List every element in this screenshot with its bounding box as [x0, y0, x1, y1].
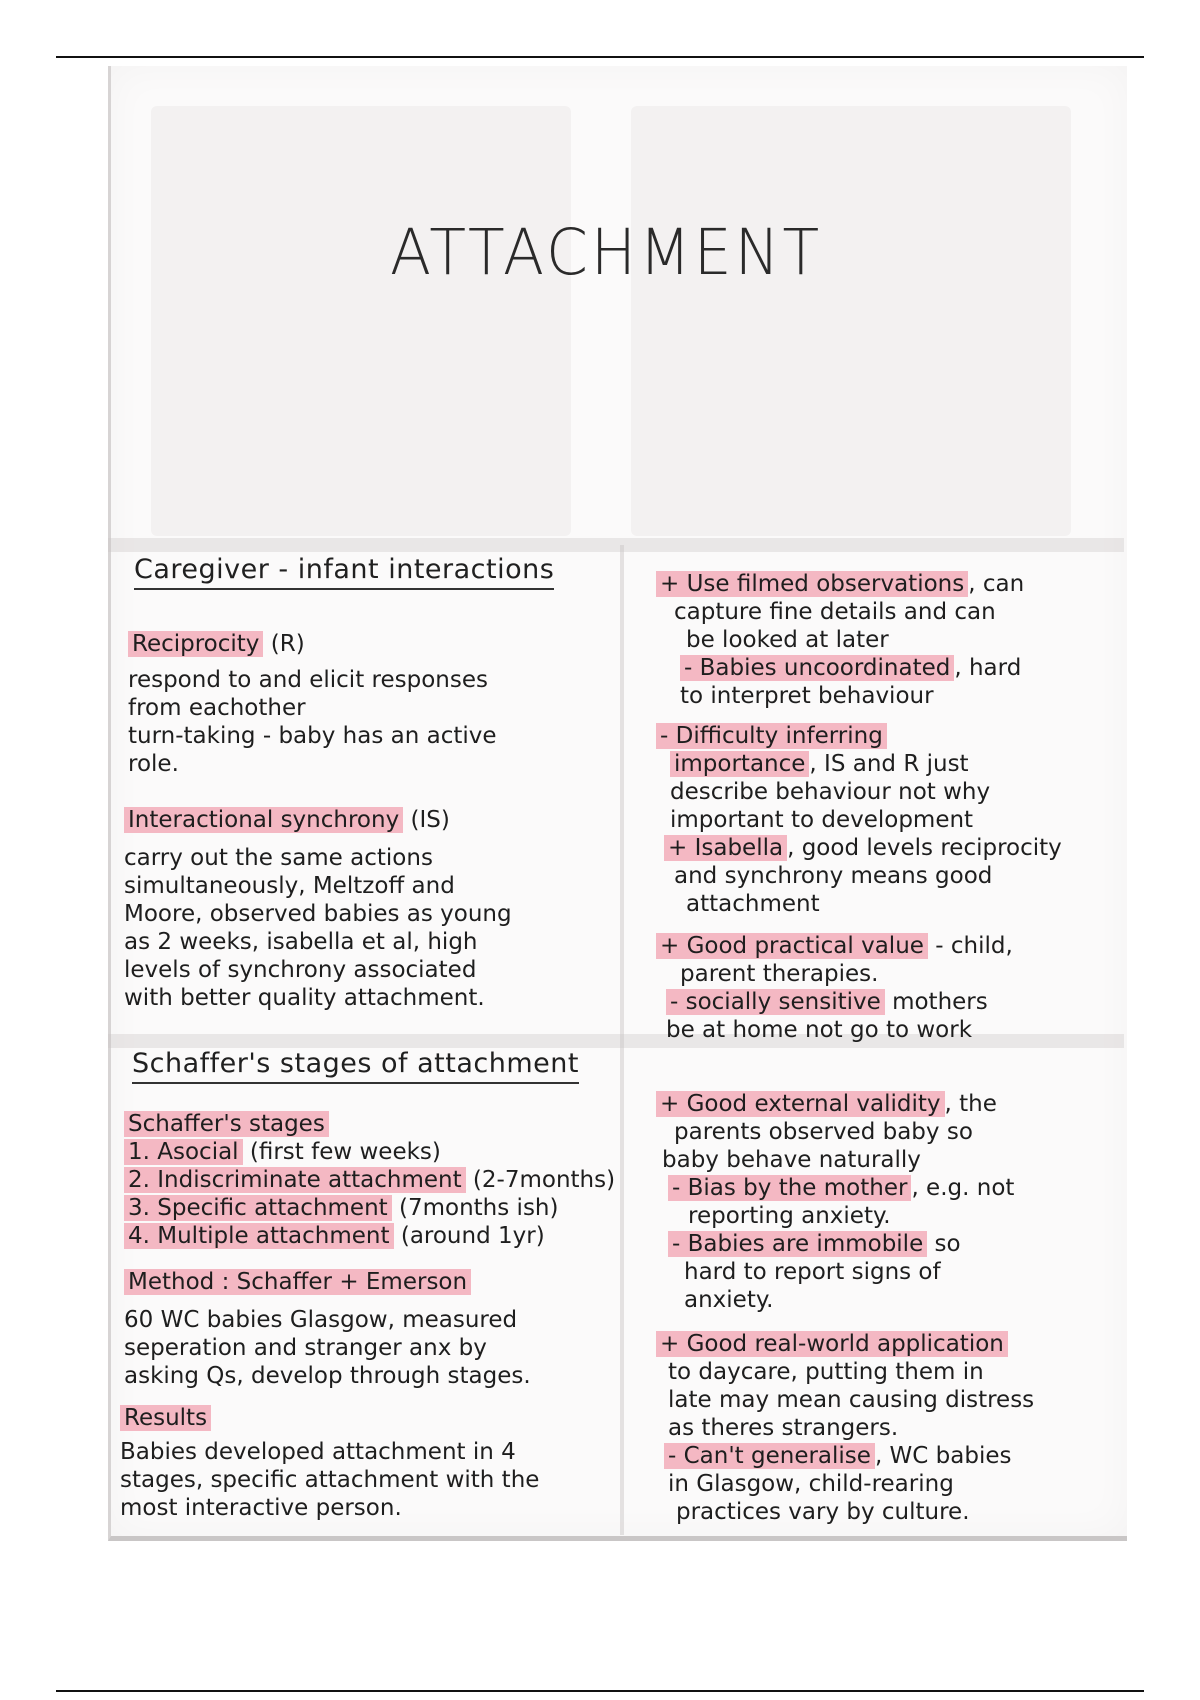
stage-name: 4. Multiple attachment — [124, 1223, 394, 1249]
term-highlight: Reciprocity — [128, 631, 263, 657]
stage-name: 2. Indiscriminate attachment — [124, 1167, 466, 1193]
text-line: seperation and stranger anx by — [124, 1335, 487, 1361]
stage-note: (first few weeks) — [242, 1139, 441, 1165]
bottom-rule — [56, 1690, 1144, 1692]
eval-point: + Isabella — [664, 835, 787, 861]
text-line: and synchrony means good — [674, 863, 993, 889]
stage-name: 1. Asocial — [124, 1139, 243, 1165]
term-highlight: Method : Schaffer + Emerson — [124, 1269, 471, 1295]
section-divider — [108, 538, 1124, 552]
eval-point: + Good external validity — [656, 1091, 945, 1117]
term-abbr: (IS) — [410, 807, 450, 833]
text-line: simultaneously, Meltzoff and — [124, 873, 455, 899]
results-block — [120, 1404, 620, 1522]
text-line: , the — [944, 1091, 997, 1117]
text-line: baby behave naturally — [662, 1147, 921, 1173]
text-line: parent therapies. — [680, 961, 879, 987]
stages-block — [124, 1110, 624, 1250]
eval-point: + Good practical value — [656, 933, 928, 959]
text-line: carry out the same actions — [124, 845, 433, 871]
text-line: , can — [968, 571, 1025, 597]
text-line: 60 WC babies Glasgow, measured — [124, 1307, 518, 1333]
text-line: parents observed baby so — [674, 1119, 973, 1145]
text-line: , good levels reciprocity — [787, 835, 1062, 861]
text-line: late may mean causing distress — [668, 1387, 1035, 1413]
stage-note: (around 1yr) — [393, 1223, 545, 1249]
text-line: , WC babies — [874, 1443, 1012, 1469]
text-line: be looked at later — [686, 627, 889, 653]
text-line: with better quality attachment. — [124, 985, 485, 1011]
text-line: , IS and R just — [809, 751, 969, 777]
reciprocity-block — [128, 630, 608, 778]
method-block — [124, 1268, 624, 1390]
stage-note: (2-7months) — [465, 1167, 616, 1193]
eval-point: - Difficulty inferring — [656, 723, 887, 749]
text-line: as theres strangers. — [668, 1415, 899, 1441]
text-line: , e.g. not — [911, 1175, 1015, 1201]
text-line: levels of synchrony associated — [124, 957, 477, 983]
text-line: stages, specific attachment with the — [120, 1467, 540, 1493]
text-line: important to development — [670, 807, 974, 833]
bleed-through-area — [151, 106, 571, 536]
bleed-through-area — [631, 106, 1071, 536]
text-line: reporting anxiety. — [688, 1203, 891, 1229]
text-line: describe behaviour not why — [670, 779, 991, 805]
text-line: role. — [128, 751, 179, 777]
eval-point: importance — [670, 751, 809, 777]
eval-point: - Can't generalise — [664, 1443, 875, 1469]
text-line: asking Qs, develop through stages. — [124, 1363, 531, 1389]
text-line: , hard — [954, 655, 1022, 681]
text-line: practices vary by culture. — [676, 1499, 970, 1525]
text-line: respond to and elicit responses — [128, 667, 488, 693]
eval-point: + Good real-world application — [656, 1331, 1008, 1357]
text-line: Moore, observed babies as young — [124, 901, 512, 927]
section-heading-schaffer: Schaffer's stages of attachment — [132, 1050, 579, 1084]
text-line: capture fine details and can — [674, 599, 996, 625]
eval-point: + Use filmed observations — [656, 571, 968, 597]
evaluation-list-1 — [656, 570, 1116, 1044]
evaluation-list-2 — [656, 1090, 1116, 1526]
text-line: hard to report signs of — [684, 1259, 941, 1285]
text-line: attachment — [686, 891, 820, 917]
text-line: to daycare, putting them in — [668, 1359, 984, 1385]
text-line: anxiety. — [684, 1287, 774, 1313]
text-line: as 2 weeks, isabella et al, high — [124, 929, 478, 955]
term-highlight: Interactional synchrony — [124, 807, 403, 833]
text-line: be at home not go to work — [666, 1017, 973, 1043]
text-line: so — [927, 1231, 961, 1257]
text-line: turn-taking - baby has an active — [128, 723, 497, 749]
term-abbr: (R) — [270, 631, 305, 657]
text-line: - child, — [927, 933, 1013, 959]
text-line: most interactive person. — [120, 1495, 402, 1521]
term-highlight: Schaffer's stages — [124, 1111, 329, 1137]
eval-point: - Babies uncoordinated — [680, 655, 954, 681]
term-highlight: Results — [120, 1405, 211, 1431]
stage-note: (7months ish) — [391, 1195, 559, 1221]
eval-point: - Babies are immobile — [668, 1231, 927, 1257]
top-rule — [56, 56, 1144, 58]
section-heading-caregiver: Caregiver - infant interactions — [134, 556, 554, 590]
synchrony-block — [124, 806, 604, 1012]
eval-point: - Bias by the mother — [668, 1175, 911, 1201]
text-line: in Glasgow, child-rearing — [668, 1471, 954, 1497]
stage-name: 3. Specific attachment — [124, 1195, 392, 1221]
page-title: ATTACHMENT — [390, 216, 823, 290]
text-line: mothers — [884, 989, 988, 1015]
eval-point: - socially sensitive — [666, 989, 885, 1015]
text-line: Babies developed attachment in 4 — [120, 1439, 516, 1465]
text-line: from eachother — [128, 695, 306, 721]
text-line: to interpret behaviour — [680, 683, 934, 709]
